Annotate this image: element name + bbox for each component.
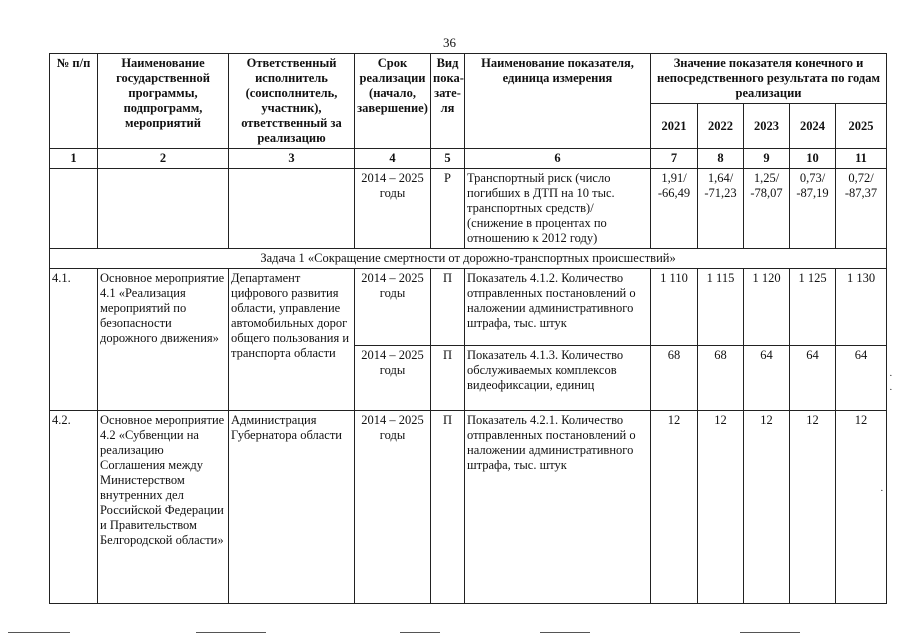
column-number-row — [50, 149, 887, 169]
value-cell: 68 — [698, 346, 744, 411]
value-cell: 1,64/ -71,23 — [698, 169, 744, 249]
header-year: 2022 — [698, 104, 744, 149]
value-cell: 0,72/ -87,37 — [836, 169, 887, 249]
table-row — [50, 169, 887, 249]
empty-cell — [50, 169, 98, 249]
value-cell: 68 — [651, 346, 698, 411]
value-cell: 1,25/ -78,07 — [744, 169, 790, 249]
column-number: 3 — [229, 149, 355, 169]
term-cell: 2014 – 2025 годы — [355, 411, 431, 604]
executor-cell: Администрация Губернатора области — [229, 411, 355, 604]
header-num: № п/п — [50, 54, 98, 149]
column-number: 2 — [98, 149, 229, 169]
column-number: 7 — [651, 149, 698, 169]
indicator-cell: Показатель 4.2.1. Количество отправленных постановлений о наложении административного штрафа, тыс. штук — [465, 411, 651, 604]
term-cell: 2014 – 2025 годы — [355, 169, 431, 249]
scan-artifact-line — [740, 632, 800, 633]
table-row — [50, 411, 887, 604]
scan-artifact-dot: · — [880, 485, 884, 497]
header-values-group: Значение показателя конечного и непосредственного результата по годам реализации — [651, 54, 887, 104]
value-cell: 1 130 — [836, 269, 887, 346]
header-name: Наименование государственной программы, подпрограмм, мероприятий — [98, 54, 229, 149]
value-cell: 12 — [651, 411, 698, 604]
indicator-cell: Показатель 4.1.2. Количество отправленных постановлений о наложении административного штрафа, тыс. штук — [465, 269, 651, 346]
column-number: 10 — [790, 149, 836, 169]
scan-artifact-line — [8, 632, 70, 633]
header-row — [50, 54, 887, 104]
indicator-cell: Показатель 4.1.3. Количество обслуживаемых комплексов видеофиксации, единиц — [465, 346, 651, 411]
column-number: 1 — [50, 149, 98, 169]
header-year: 2021 — [651, 104, 698, 149]
column-number: 6 — [465, 149, 651, 169]
value-cell: 0,73/ -87,19 — [790, 169, 836, 249]
scan-artifact-dot: · — [889, 384, 893, 396]
column-number: 8 — [698, 149, 744, 169]
header-executor: Ответственный исполнитель (соисполнитель, участник), ответственный за реализацию — [229, 54, 355, 149]
header-year: 2025 — [836, 104, 887, 149]
header-term: Срок реализации (начало, завершение) — [355, 54, 431, 149]
task-title: Задача 1 «Сокращение смертности от дорожно-транспортных происшествий» — [50, 249, 887, 269]
measure-name: Основное мероприятие 4.1 «Реализация мероприятий по безопасности дорожного движения» — [98, 269, 229, 411]
indicator-cell: Транспортный риск (число погибших в ДТП на 10 тыс. транспортных средств)/ (снижение в процентах по отношению к 2012 году) — [465, 169, 651, 249]
term-cell: 2014 – 2025 годы — [355, 346, 431, 411]
value-cell: 64 — [790, 346, 836, 411]
type-cell: П — [431, 346, 465, 411]
column-number: 11 — [836, 149, 887, 169]
value-cell: 64 — [744, 346, 790, 411]
column-number: 5 — [431, 149, 465, 169]
scan-artifact-dot: · — [889, 370, 893, 382]
value-cell: 12 — [744, 411, 790, 604]
scan-artifact-line — [400, 632, 440, 633]
header-year: 2024 — [790, 104, 836, 149]
table-row — [50, 269, 887, 346]
value-cell: 1 115 — [698, 269, 744, 346]
value-cell: 64 — [836, 346, 887, 411]
type-cell: Р — [431, 169, 465, 249]
value-cell: 1 120 — [744, 269, 790, 346]
value-cell: 1 125 — [790, 269, 836, 346]
scan-artifact-line — [196, 632, 266, 633]
program-table — [49, 53, 887, 604]
empty-cell — [98, 169, 229, 249]
term-cell: 2014 – 2025 годы — [355, 269, 431, 346]
executor-cell: Департамент цифрового развития области, управление автомобильных дорог общего пользования и транспорта области — [229, 269, 355, 411]
value-cell: 1,91/ -66,49 — [651, 169, 698, 249]
value-cell: 12 — [836, 411, 887, 604]
value-cell: 12 — [790, 411, 836, 604]
type-cell: П — [431, 411, 465, 604]
value-cell: 1 110 — [651, 269, 698, 346]
type-cell: П — [431, 269, 465, 346]
header-indicator: Наименование показателя, единица измерения — [465, 54, 651, 149]
row-number: 4.1. — [50, 269, 98, 411]
empty-cell — [229, 169, 355, 249]
scan-artifact-line — [540, 632, 590, 633]
header-year: 2023 — [744, 104, 790, 149]
column-number: 4 — [355, 149, 431, 169]
header-type: Вид пока-зате-ля — [431, 54, 465, 149]
value-cell: 12 — [698, 411, 744, 604]
page-number: 36 — [443, 35, 456, 50]
row-number: 4.2. — [50, 411, 98, 604]
measure-name: Основное мероприятие 4.2 «Субвенции на реализацию Соглашения между Министерством внутренних дел Российской Федерации и Правительством Белгородской области» — [98, 411, 229, 604]
task-row — [50, 249, 887, 269]
column-number: 9 — [744, 149, 790, 169]
